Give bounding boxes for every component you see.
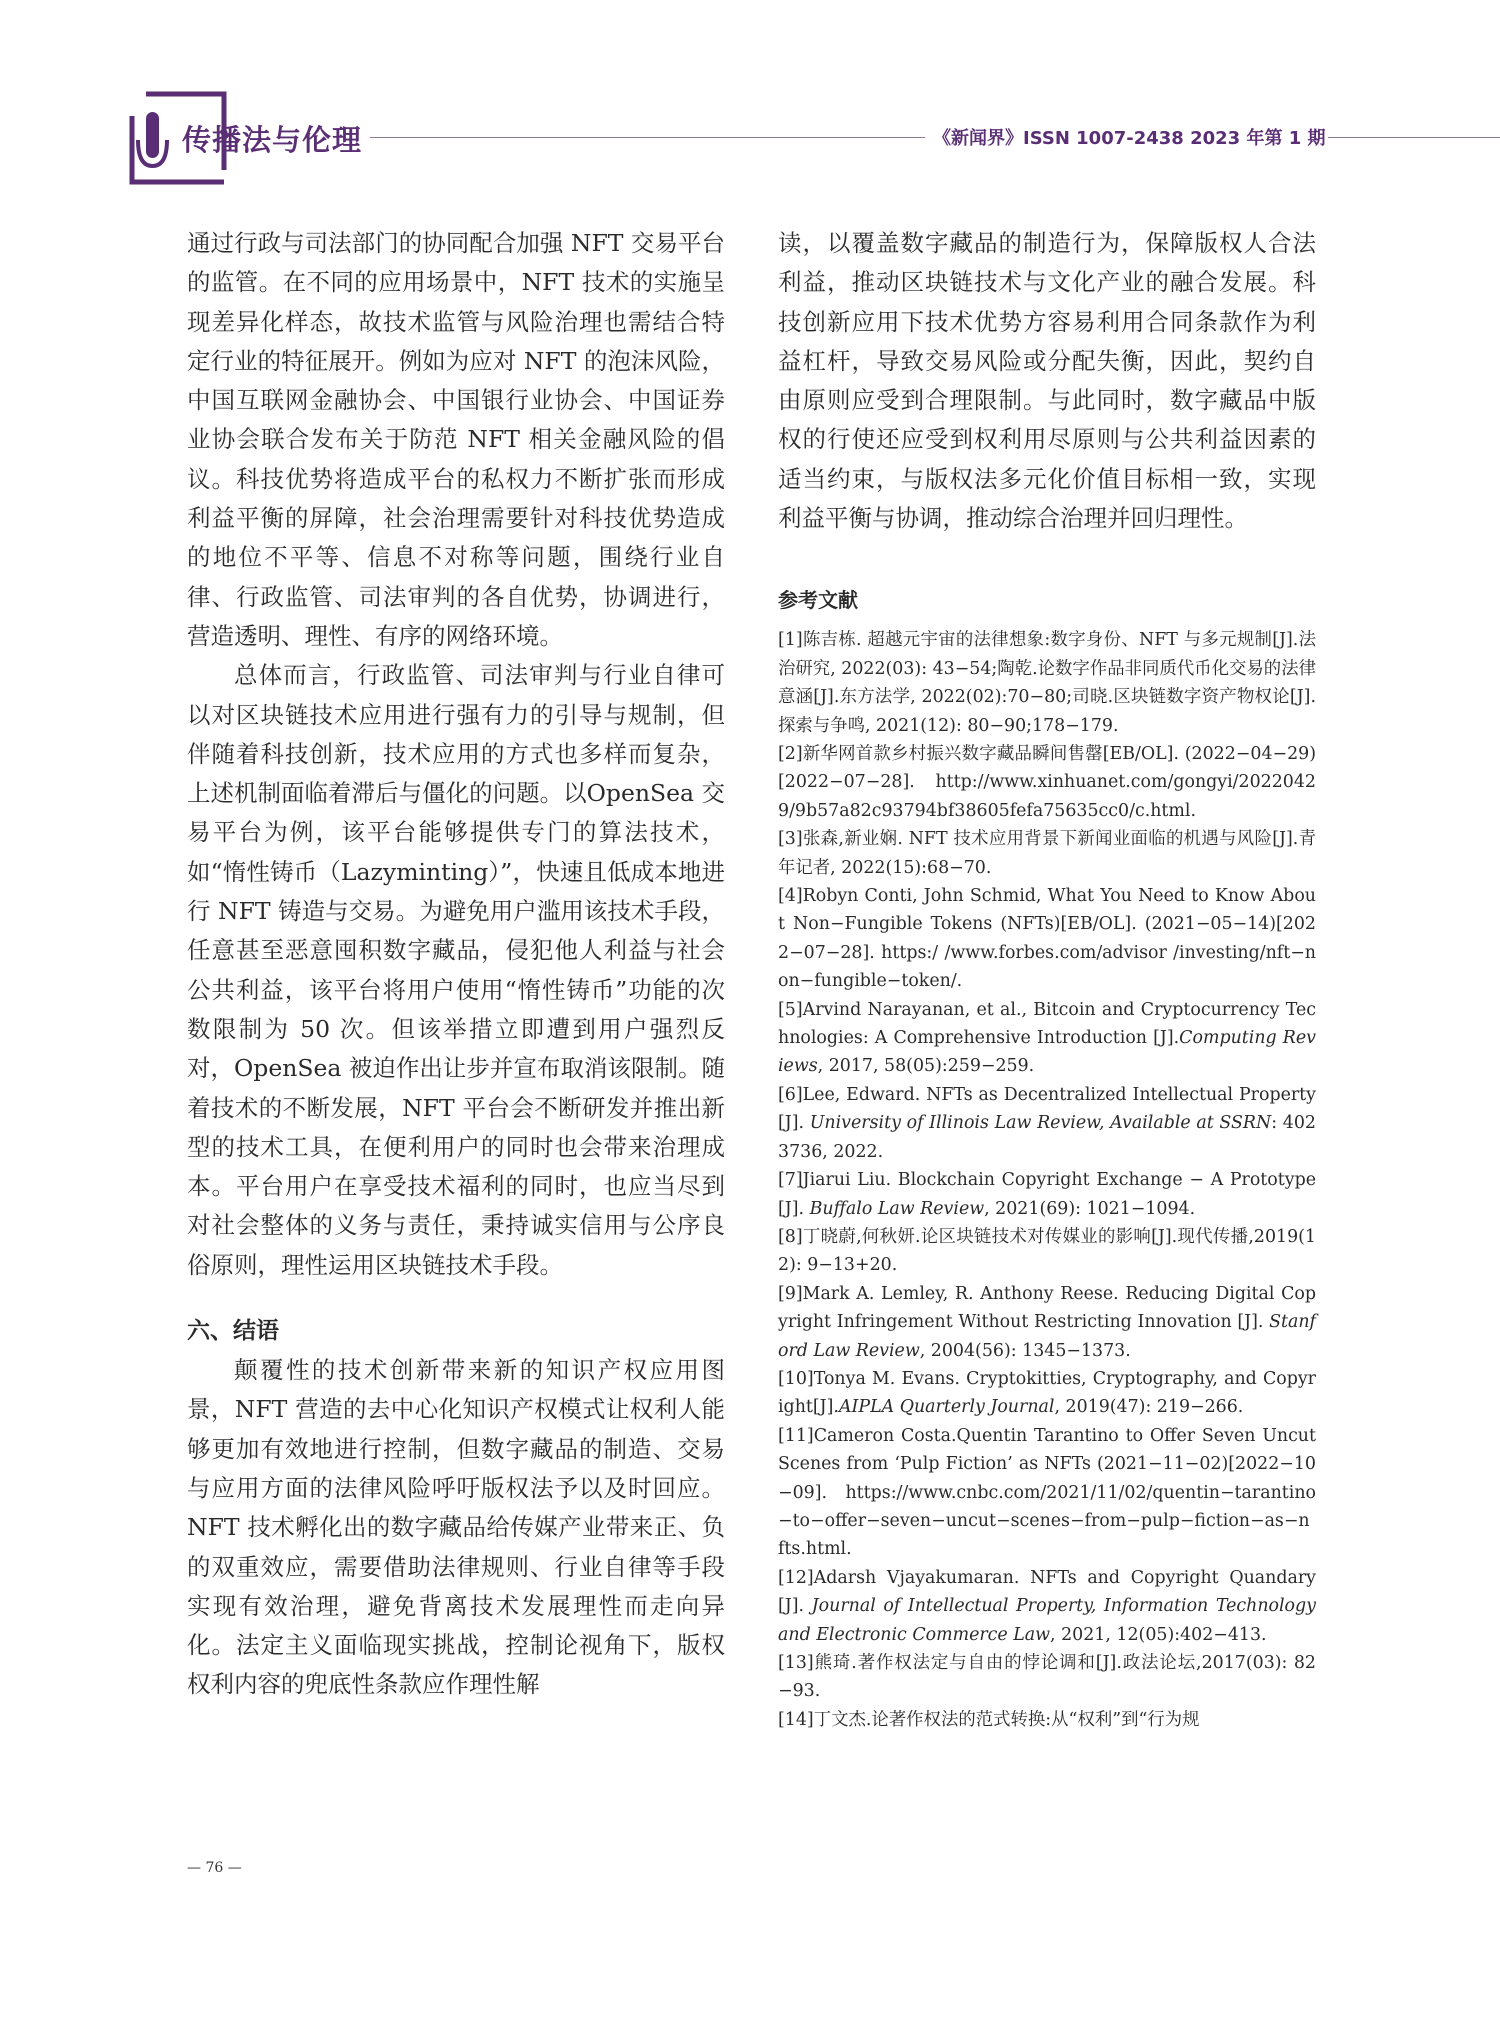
reference-item: [5]Arvind Narayanan, et al., Bitcoin and Cryptocurrency Technologies: A Comprehensive Introduction [J].Computing Reviews, 2017, 58(05):259−259. (778, 999, 1316, 1077)
reference-item: [9]Mark A. Lemley, R. Anthony Reese. Reducing Digital Copyright Infringement Without Restricting Innovation [J]. Stanford Law Review, 2004(56): 1345−1373. (778, 1283, 1316, 1361)
page-number: — 76 — (187, 1860, 242, 1876)
reference-item: [11]Cameron Costa.Quentin Tarantino to Offer Seven Uncut Scenes from ‘Pulp Fiction’ as NFTs (2021−11−02)[2022−10−09]. https://www.cnbc.com/2021/11/02/quentin−tarantino−to−offer−seven−uncut−scenes−from−pulp−fiction−as−nfts.html. (778, 1425, 1316, 1560)
paragraph: 总体而言，行政监管、司法审判与行业自律可以对区块链技术应用进行强有力的引导与规制，但伴随着科技创新，技术应用的方式也多样而复杂，上述机制面临着滞后与僵化的问题。以OpenSea 交易平台为例，该平台能够提供专门的算法技术，如“惰性铸币（Lazyminting）”，快速且低成本地进行 NFT 铸造与交易。为避免用户滥用该技术手段，任意甚至恶意囤积数字藏品，侵犯他人利益与社会公共利益，该平台将用户使用“惰性铸币”功能的次数限制为 50 次。但该举措立即遭到用户强烈反对，OpenSea 被迫作出让步并宣布取消该限制。随着技术的不断发展，NFT 平台会不断研发并推出新型的技术工具，在便利用户的同时也会带来治理成本。平台用户在享受技术福利的同时，也应当尽到对社会整体的义务与责任，秉持诚实信用与公序良俗原则，理性运用区块链技术手段。 (187, 661, 725, 1279)
left-column (187, 224, 725, 1705)
reference-item: [1]陈吉栋. 超越元宇宙的法律想象:数字身份、NFT 与多元规制[J].法治研究, 2022(03): 43−54;陶乾.论数字作品非同质代币化交易的法律意涵[J].东方法学, 2022(02):70−80;司晓.区块链数字资产物权论[J].探索与争鸣, 2021(12): 80−90;178−179. (778, 630, 1316, 736)
reference-item: [4]Robyn Conti, John Schmid, What You Need to Know About Non−Fungible Tokens (NFTs)[EB/OL]. (2021−05−14)[2022−07−28]. https:/ /www.forbes.com/advisor /investing/nft−non−fungible−token/. (778, 886, 1316, 992)
reference-item: [8]丁晓蔚,何秋妍.论区块链技术对传媒业的影响[J].现代传播,2019(12): 9−13+20. (778, 1226, 1316, 1276)
reference-item: [3]张森,新业娴. NFT 技术应用背景下新闻业面临的机遇与风险[J].青年记者, 2022(15):68−70. (778, 829, 1316, 878)
paragraph: 读，以覆盖数字藏品的制造行为，保障版权人合法利益，推动区块链技术与文化产业的融合发展。科技创新应用下技术优势方容易利用合同条款作为利益杠杆，导致交易风险或分配失衡，因此，契约自由原则应受到合理限制。与此同时，数字藏品中版权的行使还应受到权利用尽原则与公共利益因素的适当约束，与版权法多元化价值目标相一致，实现利益平衡与协调，推动综合治理并回归理性。 (778, 229, 1316, 533)
section-heading: 六、结语 (187, 1318, 279, 1345)
header-rule-right (1328, 137, 1500, 138)
reference-item: [7]Jiarui Liu. Blockchain Copyright Exchange − A Prototype [J]. Buffalo Law Review, 2021(69): 1021−1094. (778, 1170, 1316, 1219)
paragraph: 颠覆性的技术创新带来新的知识产权应用图景，NFT 营造的去中心化知识产权模式让权利人能够更加有效地进行控制，但数字藏品的制造、交易与应用方面的法律风险呼吁版权法予以及时回应。NFT 技术孵化出的数字藏品给传媒产业带来正、负的双重效应，需要借助法律规则、行业自律等手段实现有效治理，避免背离技术发展理性而走向异化。法定主义面临现实挑战，控制论视角下，版权权利内容的兜底性条款应作理性解 (187, 1356, 725, 1699)
paragraph: 通过行政与司法部门的协同配合加强 NFT 交易平台的监管。在不同的应用场景中，NFT 技术的实施呈现差异化样态，故技术监管与风险治理也需结合特定行业的特征展开。例如为应对 NFT 的泡沫风险，中国互联网金融协会、中国银行业协会、中国证券业协会联合发布关于防范 NFT 相关金融风险的倡议。科技优势将造成平台的私权力不断扩张而形成利益平衡的屏障，社会治理需要针对科技优势造成的地位不平等、信息不对称等问题，围绕行业自律、行政监管、司法审判的各自优势，协调进行，营造透明、理性、有序的网络环境。 (187, 229, 725, 650)
section-title: 传播法与伦理 (182, 123, 363, 157)
reference-item: [13]熊琦.著作权法定与自由的悖论调和[J].政法论坛,2017(03): 82−93. (778, 1653, 1316, 1702)
reference-item: [10]Tonya M. Evans. Cryptokitties, Cryptography, and Copyright[J].AIPLA Quarterly Journal, 2019(47): 219−266. (778, 1368, 1316, 1418)
right-column (778, 224, 1316, 1734)
journal-info: 《新闻界》ISSN 1007-2438 2023 年第 1 期 (933, 128, 1326, 149)
reference-item: [6]Lee, Edward. NFTs as Decentralized Intellectual Property [J]. University of Illinois Law Review, Available at SSRN: 4023736, 2022. (778, 1084, 1316, 1162)
references-list (778, 626, 1316, 1734)
references-heading: 参考文献 (778, 588, 858, 613)
reference-item: [2]新华网首款乡村振兴数字藏品瞬间售罄[EB/OL]. (2022−04−29) [2022−07−28]. http://www.xinhuanet.com/gongyi/20220429/9b57a82c93794bf38605fefa75635cc0/c.html. (778, 744, 1316, 821)
reference-item: [14]丁文杰.论著作权法的范式转换:从“权利”到“行为规 (778, 1709, 1200, 1730)
reference-item: [12]Adarsh Vjayakumaran. NFTs and Copyright Quandary[J]. Journal of Intellectual Property, Information Technology and Electronic Commerce Law, 2021, 12(05):402−413. (778, 1567, 1316, 1645)
header-rule-left (370, 137, 925, 138)
